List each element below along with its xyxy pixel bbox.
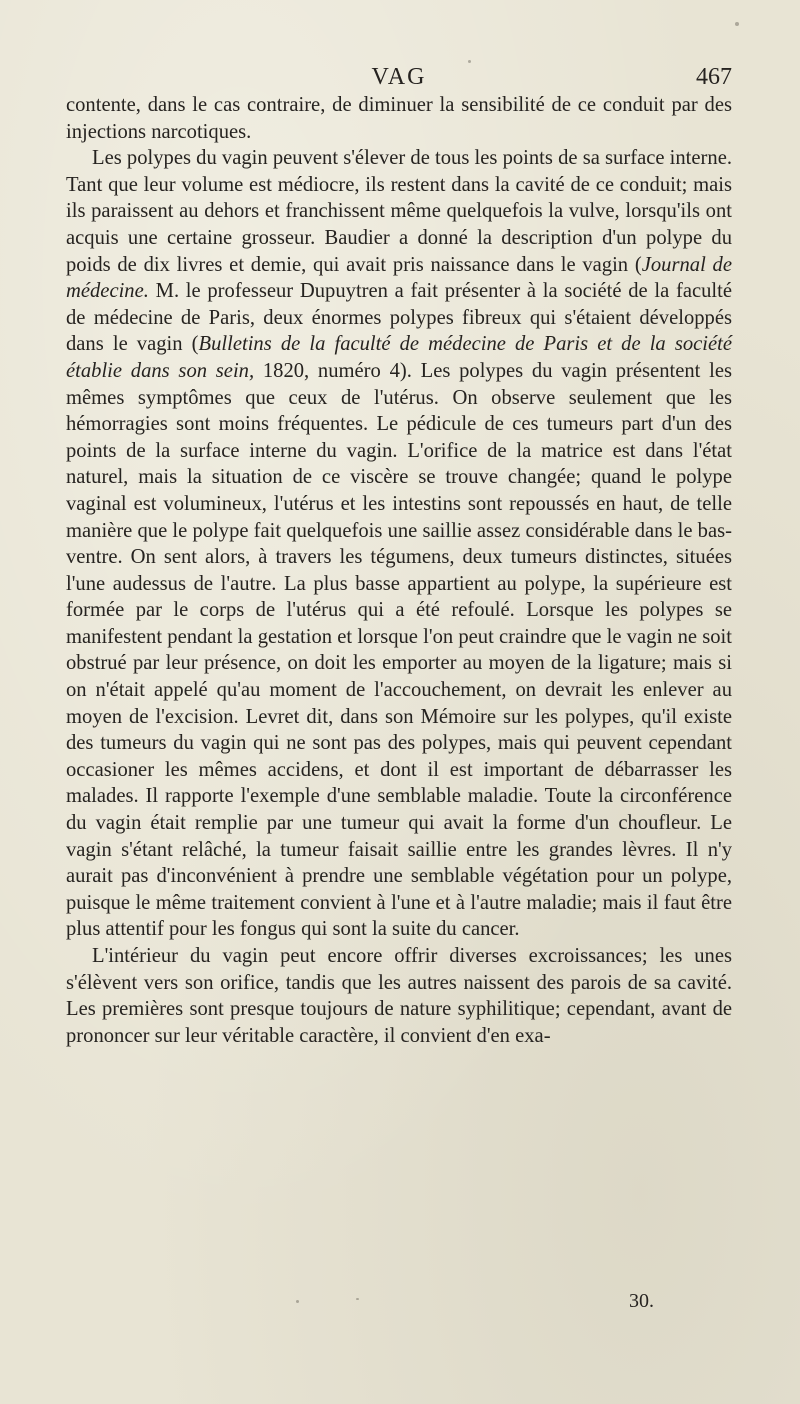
italic-citation: Bulletins de la faculté de médecine de Paris et de la société établie dans son sein, — [66, 333, 733, 382]
italic-citation: Journal de médecine. — [66, 253, 732, 303]
page-number: 467 — [696, 64, 732, 90]
text-segment: Les polypes du vagin peuvent s'élever de tous les points de sa surface interne. Tant que leur volume est médiocre, ils restent dans la cavité de ce conduit; mais ils paraissent au dehors et franchissent même quelquefois la vulve, lorsqu'ils ont acquis une certaine grosseur. Baudier a donné la description d'un polype du poids de dix livres et demie, qui avait pris naissance dans le vagin ( — [66, 147, 732, 276]
paper-speck — [735, 22, 739, 26]
paper-speck — [468, 60, 471, 63]
text-segment: L'intérieur du vagin peut encore offrir diverses excroissances; les unes s'élèvent vers son orifice, tandis que les autres naissent des parois de sa cavité. Les premières sont presque toujours de nature syphilitique; cependant, avant de prononcer sur leur véritable caractère, il convient d'en exa- — [66, 945, 732, 1047]
paragraph-p2 — [66, 145, 732, 943]
paper-speck — [356, 1298, 359, 1300]
running-title: VAG — [371, 64, 427, 90]
text-segment: M. le professeur Dupuytren a fait présenter à la société de la faculté de médecine de Paris, deux énormes polypes fibreux qui s'étaient développés dans le vagin ( — [66, 280, 732, 356]
signature-mark: 30. — [629, 1290, 654, 1312]
body-text — [66, 92, 732, 1049]
paper-speck — [296, 1300, 299, 1303]
text-segment: contente, dans le cas contraire, de diminuer la sensibilité de ce conduit par des injections narcotiques. — [66, 94, 732, 143]
paragraph-p1 — [66, 92, 732, 145]
text-segment: 1820, numéro 4). Les polypes du vagin présentent les mêmes symptômes que ceux de l'utérus. On observe seulement que les hémorragies sont moins fréquentes. Le pédicule de ces tumeurs part d'un des points de la surface interne du vagin. L'orifice de la matrice est dans l'état naturel, mais la situation de ce viscère se trouve changée; quand le polype vaginal est volumineux, l'utérus et les intestins sont repoussés en haut, de telle manière que le polype fait quelquefois une saillie assez considérable dans le bas-ventre. On sent alors, à travers les tégumens, deux tumeurs distinctes, situées l'une audessus de l'autre. La plus basse appartient au polype, la supérieure est formée par le corps de l'utérus qui a été refoulé. Lorsque les polypes se manifestent pendant la gestation et lorsque l'on peut craindre que le vagin ne soit obstrué par leur présence, on doit les emporter au moyen de la ligature; mais si on n'était appelé qu'au moment de l'accouchement, on devrait les enlever au moyen de l'excision. Levret dit, dans son Mémoire sur les polypes, qu'il existe des tumeurs du vagin qui ne sont pas des polypes, mais qui peuvent cependant occasioner les mêmes accidens, et dont il est important de débarrasser les malades. Il rapporte l'exemple d'une semblable maladie. Toute la circonférence du vagin était remplie par une tumeur qui avait la forme d'un choufleur. Le vagin s'étant relâché, la tumeur faisait saillie entre les grandes lèvres. Il n'y aurait pas d'inconvénient à prendre une semblable végétation pour un polype, puisque le même traitement convient à l'une et à l'autre maladie; mais il faut être plus attentif pour les fongus qui sont la suite du cancer. — [66, 359, 732, 941]
paragraph-p3 — [66, 943, 732, 1049]
